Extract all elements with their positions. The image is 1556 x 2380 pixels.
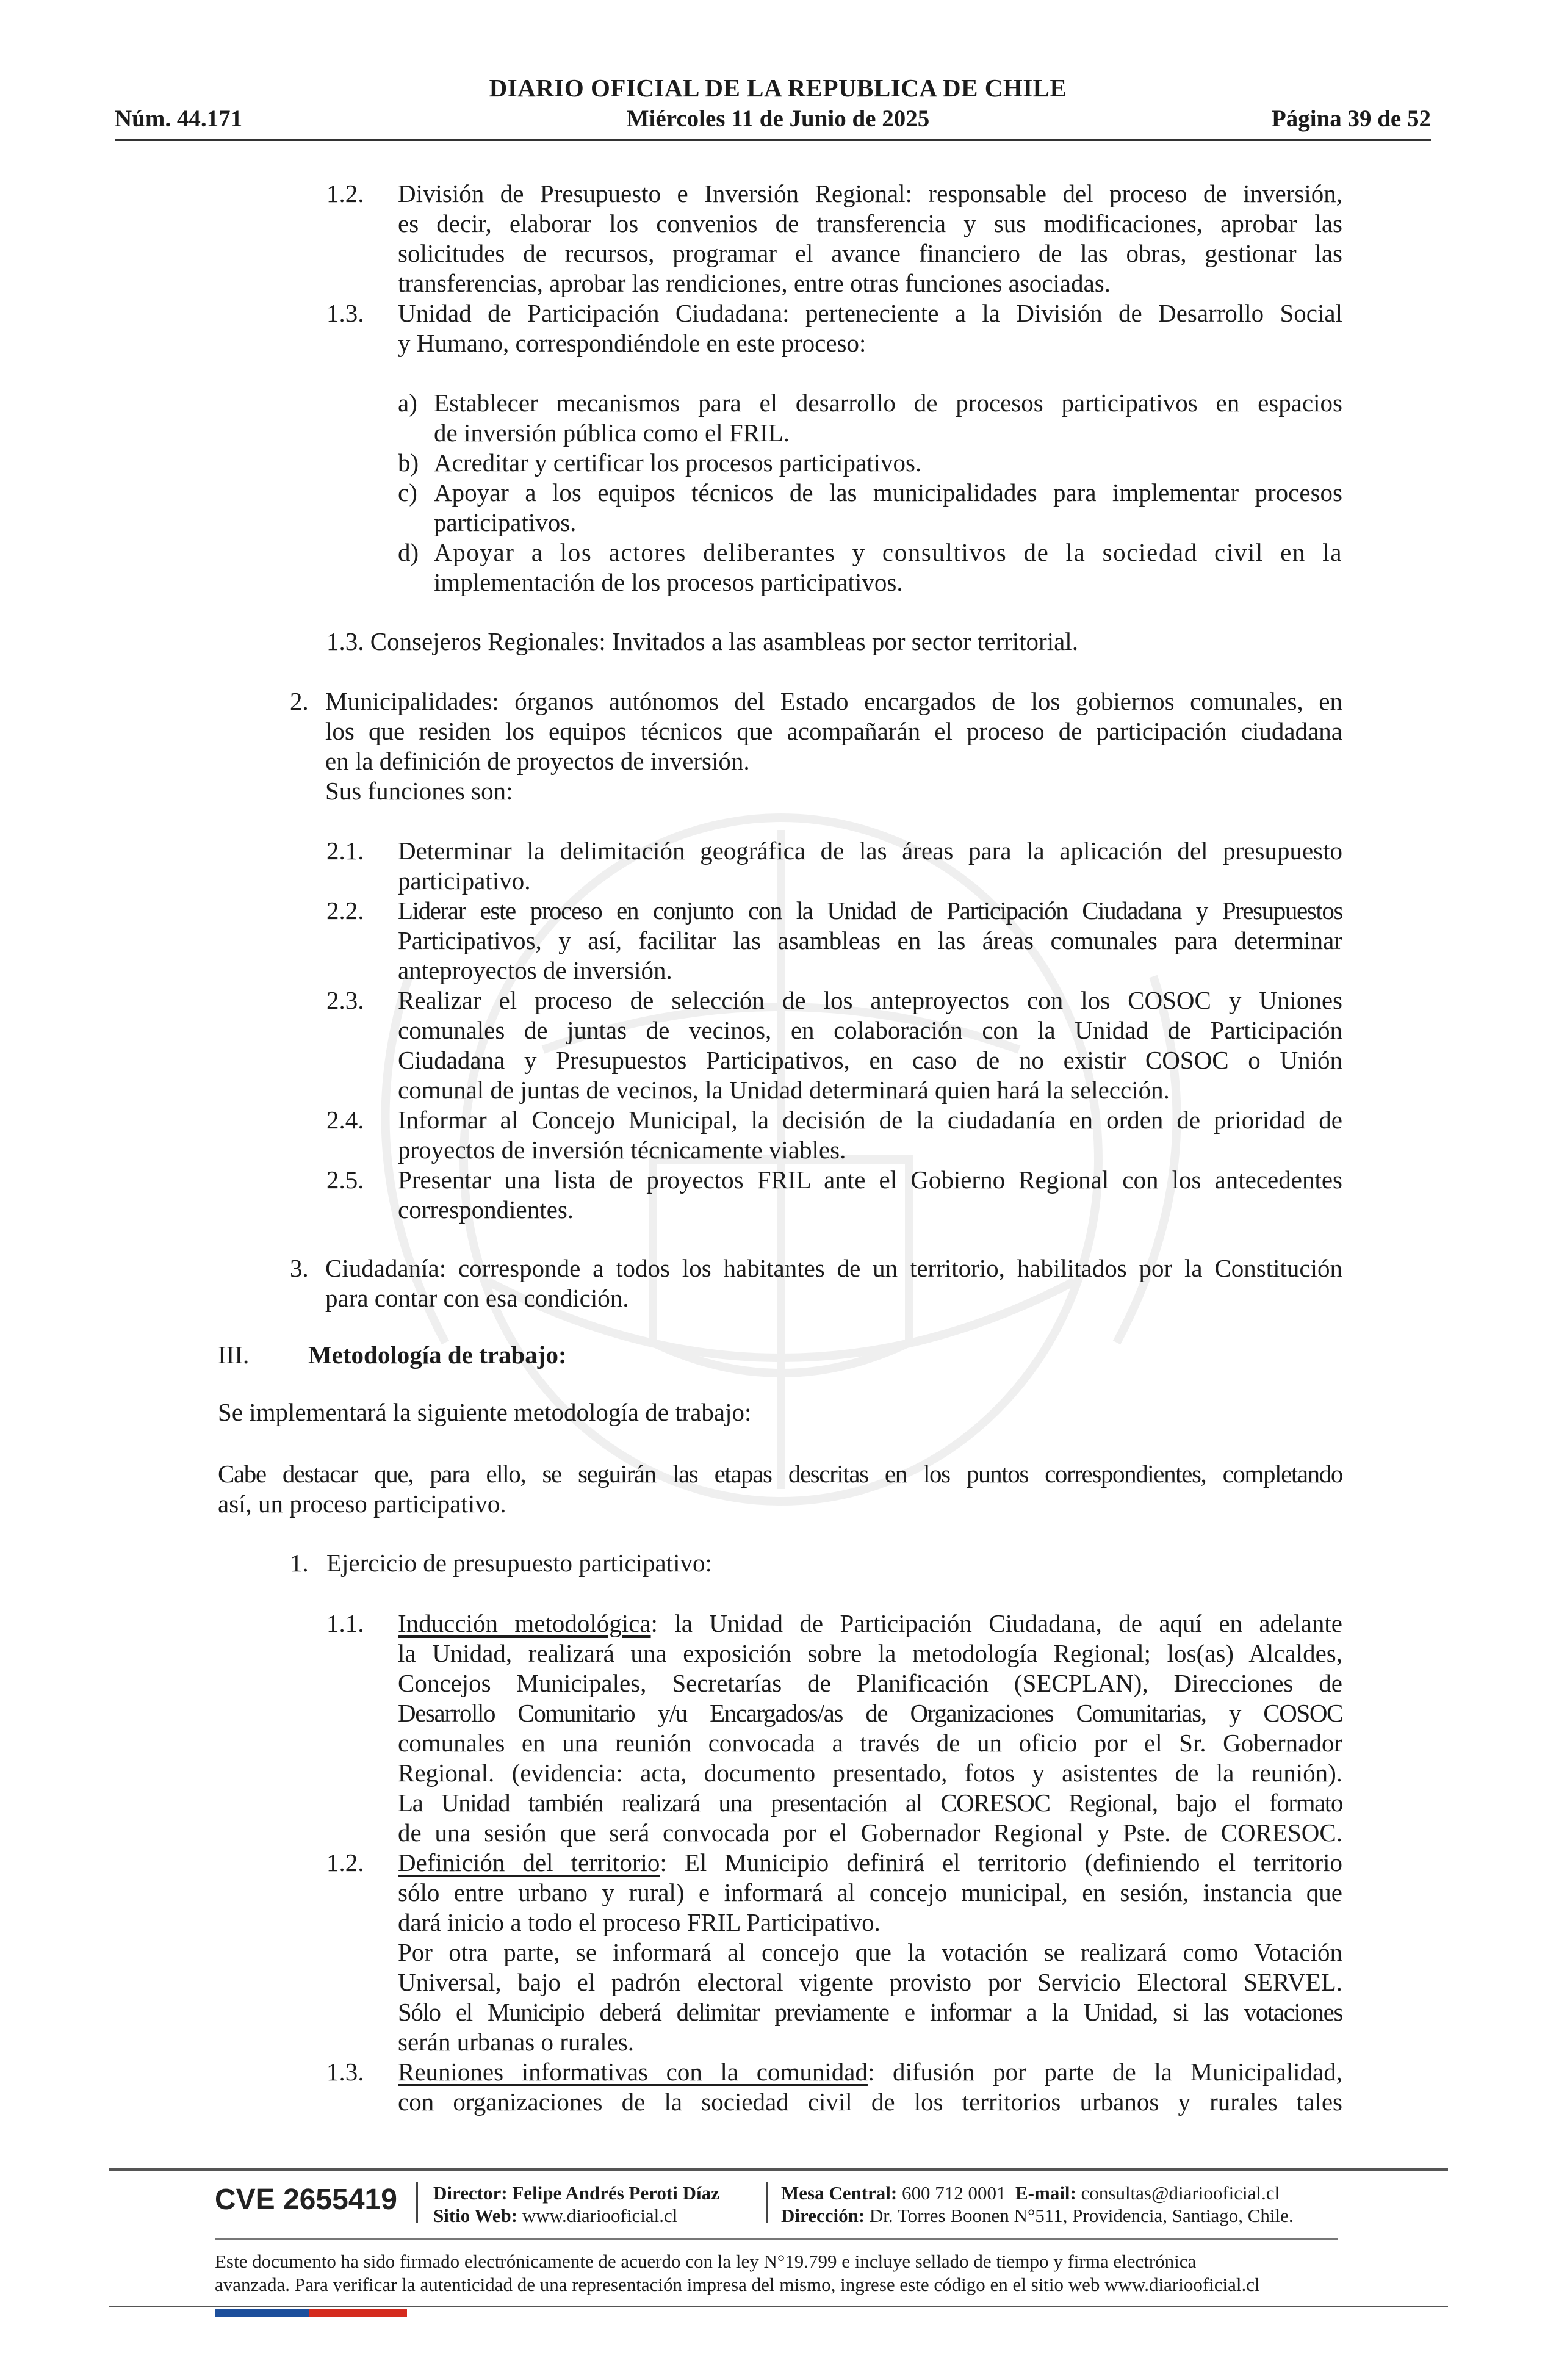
cve-code: CVE 2655419	[215, 2183, 397, 2216]
director-label: Director:	[433, 2182, 508, 2204]
paragraph-1-3	[398, 298, 1342, 358]
text-line: y Humano, correspondiéndole en este proceso:	[398, 329, 866, 357]
list-item	[434, 448, 1342, 478]
list-item	[434, 538, 1342, 597]
list-item	[434, 388, 1342, 448]
text-line: Acreditar y certificar los procesos participativos.	[434, 449, 922, 477]
site-link[interactable]: www.diariooficial.cl	[522, 2205, 678, 2226]
email-label: E-mail:	[1015, 2182, 1076, 2204]
header-divider	[115, 139, 1431, 141]
text-line: en la definición de proyectos de inversión.	[325, 747, 750, 775]
text-line: Sus funciones son:	[325, 777, 513, 805]
paragraph-intro	[218, 1397, 1342, 1427]
list-item	[434, 478, 1342, 538]
text-line: Cabe destacar que, para ello, se seguirán las etapas descritas en los puntos correspondientes, completando	[218, 1460, 1342, 1488]
paragraph-intro-2	[218, 1459, 1342, 1519]
text-line: comunales de juntas de vecinos, en colaboración con la Unidad de Participación	[398, 1016, 1342, 1044]
text-line: participativos.	[434, 508, 577, 536]
list-label: d)	[398, 538, 419, 566]
item-number: 2.2.	[326, 896, 364, 925]
text-line: para contar con esa condición.	[325, 1284, 629, 1312]
text-line: Desarrollo Comunitario y/u Encargados/as de Organizaciones Comunitarias, y COSOC	[398, 1699, 1342, 1727]
list-label: b)	[398, 449, 419, 477]
text-line: comunales en una reunión convocada a través de un oficio por el Sr. Gobernador	[398, 1729, 1342, 1757]
text-line: Ciudadana y Presupuestos Participativos, en caso de no existir COSOC o Unión	[398, 1046, 1342, 1074]
paragraph-1-2	[398, 179, 1342, 298]
text-line: Unidad de Participación Ciudadana: perteneciente a la División de Desarrollo Social	[398, 299, 1342, 327]
list-label: c)	[398, 478, 417, 507]
text-line: Concejos Municipales, Secretarías de Planificación (SECPLAN), Direcciones de	[398, 1669, 1342, 1697]
function-item	[398, 896, 1342, 986]
item-number: 2.	[290, 687, 309, 715]
step-term: Inducción metodológica	[398, 1609, 651, 1637]
text-line: participativo.	[398, 867, 531, 895]
item-number: 2.4.	[326, 1106, 364, 1134]
text-line: los que residen los equipos técnicos que acompañarán el proceso de participación ciudadana	[325, 717, 1342, 745]
address-line	[781, 2204, 1294, 2227]
text-line: comunal de juntas de vecinos, la Unidad determinará quien hará la selección.	[398, 1076, 1170, 1104]
item-number: 1.1.	[326, 1609, 364, 1637]
paragraph-ciudadania	[325, 1253, 1342, 1313]
footer-divider-bottom	[109, 2306, 1448, 2307]
legal-notice	[215, 2250, 1338, 2296]
text-line: La Unidad también realizará una presentación al CORESOC Regional, bajo el formato	[398, 1789, 1342, 1817]
text-line: transferencias, aprobar las rendiciones, entre otras funciones asociadas.	[398, 269, 1111, 297]
item-number: 1.	[290, 1549, 309, 1577]
item-number: 2.3.	[326, 986, 364, 1014]
page-number: Página 39 de 52	[1271, 106, 1431, 132]
mesa-value: 600 712 0001	[902, 2182, 1006, 2204]
paragraph-consejeros	[326, 627, 1342, 657]
text-line: de una sesión que será convocada por el Gobernador Regional y Pste. de CORESOC.	[398, 1819, 1342, 1847]
address-value: Dr. Torres Boonen N°511, Providencia, Santiago, Chile.	[869, 2205, 1294, 2226]
item-number: 1.3.	[326, 2058, 364, 2086]
item-heading: Ejercicio de presupuesto participativo:	[326, 1549, 712, 1577]
text-line: Ciudadanía: corresponde a todos los habitantes de un territorio, habilitados por la Constitución	[325, 1254, 1342, 1282]
text-line: Se implementará la siguiente metodología de trabajo:	[218, 1398, 752, 1426]
text-line: Determinar la delimitación geográfica de las áreas para la aplicación del presupuesto	[398, 837, 1342, 865]
function-item	[398, 836, 1342, 896]
text-line: implementación de los procesos participativos.	[434, 568, 903, 596]
item-number: 2.1.	[326, 837, 364, 865]
step-reuniones	[398, 2057, 1342, 2117]
mesa-label: Mesa Central:	[781, 2182, 898, 2204]
footer-divider	[109, 2168, 1448, 2171]
text-line: proyectos de inversión técnicamente viables.	[398, 1136, 846, 1164]
text-line: solicitudes de recursos, programar el avance financiero de las obras, gestionar las	[398, 239, 1342, 267]
footer-separator	[416, 2182, 418, 2223]
text-line: : difusión por parte de la Municipalidad,	[867, 2058, 1342, 2086]
text-line: Establecer mecanismos para el desarrollo de procesos participativos en espacios	[434, 389, 1342, 417]
text-line: Participativos, y así, facilitar las asambleas en las áreas comunales para determinar	[398, 926, 1342, 954]
text-line: : la Unidad de Participación Ciudadana, de aquí en adelante	[650, 1609, 1342, 1637]
function-item	[398, 986, 1342, 1105]
email-link[interactable]: consultas@diariooficial.cl	[1081, 2182, 1280, 2204]
text-line: de inversión pública como el FRIL.	[434, 419, 790, 447]
newspaper-title: DIARIO OFICIAL DE LA REPUBLICA DE CHILE	[489, 74, 1067, 102]
director-name: Felipe Andrés Peroti Díaz	[512, 2182, 719, 2204]
text-line: anteproyectos de inversión.	[398, 956, 672, 984]
site-line	[433, 2204, 677, 2227]
address-label: Dirección:	[781, 2205, 865, 2226]
issue-date: Miércoles 11 de Junio de 2025	[626, 106, 930, 132]
step-term: Definición del territorio	[398, 1848, 660, 1877]
text-line: serán urbanas o rurales.	[398, 2028, 635, 2056]
text-line: Por otra parte, se informará al concejo que la votación se realizará como Votación	[398, 1938, 1342, 1966]
text-line: : El Municipio definirá el territorio (definiendo el territorio	[660, 1848, 1342, 1877]
footer-separator	[766, 2182, 768, 2223]
text-line: avanzada. Para verificar la autenticidad de una representación impresa del mismo, ingrese este código en el sitio web www.diariooficial.cl	[215, 2274, 1260, 2295]
item-number: 1.3.	[326, 299, 364, 327]
text-line: Este documento ha sido firmado electrónicamente de acuerdo con la ley N°19.799 e incluye sellado de tiempo y firma electrónica	[215, 2251, 1197, 2272]
contact-line	[781, 2182, 1280, 2204]
text-line: División de Presupuesto e Inversión Regional: responsable del proceso de inversión,	[398, 179, 1342, 207]
text-line: Informar al Concejo Municipal, la decisión de la ciudadanía en orden de prioridad de	[398, 1106, 1342, 1134]
text-line: Apoyar a los actores deliberantes y consultivos de la sociedad civil en la	[434, 538, 1342, 566]
footer-divider-inner	[215, 2238, 1338, 2240]
item-number: 1.2.	[326, 179, 364, 207]
director-line	[433, 2182, 719, 2204]
text-line: Universal, bajo el padrón electoral vigente provisto por Servicio Electoral SERVEL.	[398, 1968, 1342, 1996]
function-item	[398, 1105, 1342, 1165]
step-territorio	[398, 1848, 1342, 2057]
text-line: Liderar este proceso en conjunto con la Unidad de Participación Ciudadana y Presupuestos	[398, 896, 1342, 925]
text-line: con organizaciones de la sociedad civil de los territorios urbanos y rurales tales	[398, 2088, 1342, 2116]
site-label: Sitio Web:	[433, 2205, 518, 2226]
text-line: 1.3. Consejeros Regionales: Invitados a las asambleas por sector territorial.	[326, 627, 1078, 655]
text-line: Regional. (evidencia: acta, documento presentado, fotos y asistentes de la reunión).	[398, 1759, 1342, 1787]
text-line: la Unidad, realizará una exposición sobre la metodología Regional; los(as) Alcaldes,	[398, 1639, 1342, 1667]
text-line: Sólo el Municipio deberá delimitar previamente e informar a la Unidad, si las votaciones	[398, 1998, 1342, 2026]
list-label: a)	[398, 389, 417, 417]
step-induccion	[398, 1609, 1342, 1848]
section-number: III.	[218, 1341, 250, 1369]
item-number: 3.	[290, 1254, 309, 1282]
issue-number: Núm. 44.171	[115, 106, 243, 132]
text-line: Municipalidades: órganos autónomos del Estado encargados de los gobiernos comunales, en	[325, 687, 1342, 715]
text-line: sólo entre urbano y rural) e informará al concejo municipal, en sesión, instancia que	[398, 1878, 1342, 1906]
text-line: así, un proceso participativo.	[218, 1490, 506, 1518]
text-line: Presentar una lista de proyectos FRIL ante el Gobierno Regional con los antecedentes	[398, 1166, 1342, 1194]
function-item	[398, 1165, 1342, 1225]
text-line: es decir, elaborar los convenios de transferencia y sus modificaciones, aprobar las	[398, 209, 1342, 237]
flag-stripe-blue	[215, 2309, 309, 2317]
section-title: Metodología de trabajo:	[308, 1341, 567, 1369]
text-line: Apoyar a los equipos técnicos de las municipalidades para implementar procesos	[434, 478, 1342, 507]
text-line: Realizar el proceso de selección de los anteproyectos con los COSOC y Uniones	[398, 986, 1342, 1014]
item-number: 1.2.	[326, 1848, 364, 1877]
paragraph-municipalidades	[325, 687, 1342, 806]
text-line: correspondientes.	[398, 1195, 574, 1224]
step-term: Reuniones informativas con la comunidad	[398, 2058, 868, 2086]
text-line: dará inicio a todo el proceso FRIL Participativo.	[398, 1908, 881, 1936]
item-number: 2.5.	[326, 1166, 364, 1194]
flag-stripe-red	[309, 2309, 407, 2317]
